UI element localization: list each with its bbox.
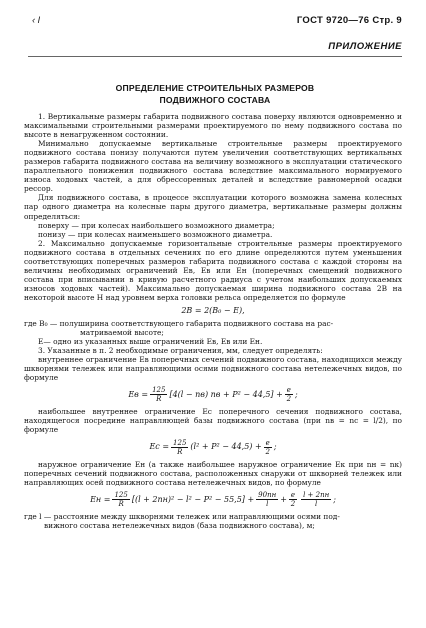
formula-width — [24, 306, 402, 315]
paragraph: наружное ограничение Eн (а также наибольшее наружное ограничение Eк при nн = nк) поперечных сечений подвижного состава, расположенных снаружи от шкворней тележек или направляющих осей подвижного состава нетележечных видов, по формуле — [24, 459, 402, 487]
list-item: понизу — при колесах наименьшего возможного диаметра. — [38, 229, 273, 239]
paragraph: 3. Указанные в п. 2 необходимые ограничения, мм, следует определять: — [38, 346, 323, 356]
definition-line: матриваемой высоте; — [80, 328, 164, 338]
page-header — [32, 15, 402, 31]
document-body — [24, 112, 402, 530]
formula-plus: + — [280, 494, 287, 504]
definition-line: E— одно из указанных выше ограничений Eв, Eв или Eн. — [38, 337, 263, 347]
formula-lhs: Eн = — [90, 494, 111, 504]
numerator: 90nн — [258, 490, 277, 499]
paragraph: 2. Максимально допускаемые горизонтальные строительные размеры проектируемого подвижного состава в отдельных сечениях по его длине определяются путем уменьшения соответствующих поперечных размеров габарита подвижного состава с каждой стороны на величины необходимых ограничений Eв, Eв или Eн (поперечных смещений подвижного состава при вписывании в кривую расчетного радиуса с учетом наибольших допускаемых износов ходовых частей). Максимально допускаемая ширина подвижного состава 2B на некоторой высоте H над уровнем верха головки рельса определяется по формуле — [24, 238, 402, 302]
numerator: 125 — [114, 490, 128, 499]
corner-mark: ‹ l — [32, 15, 40, 26]
denominator: 2 — [286, 395, 292, 404]
fraction — [150, 386, 167, 403]
fraction — [301, 491, 331, 508]
denominator: 2 — [265, 447, 270, 456]
definition-line: где l — расстояние между шкворнями тележек или направляющими осями под- — [24, 511, 340, 521]
formula-inner-limit — [24, 386, 402, 403]
numerator: e — [265, 438, 270, 447]
formula-text: 2B = 2(B₀ − E), — [181, 305, 245, 315]
paragraph: Для подвижного состава, в процессе эксплуатации которого возможна замена колесных пар одного диаметра на колесные пары другого диаметра, вертикальные размеры должны определяться: — [24, 193, 402, 221]
formula-lhs: Eв = — [128, 390, 149, 400]
paragraph: Минимально допускаемые вертикальные строительные размеры проектируемого подвижного состава понизу получаются путем увеличения соответствующих вертикальных размеров габарита подвижного состава на величину возможного в эксплуатации статического параллельного понижения подвижного состава вследствие максимального нормируемого износа ходовых частей, а для обрессоренных деталей и вследствие равномерной осадки рессор. — [24, 139, 402, 194]
fraction — [289, 491, 297, 508]
paragraph: внутреннее ограничение Eв поперечных сечений подвижного состава, находящихся между шкворнями тележек или направляющими осями подвижного состава нетележечных видов, по формуле — [24, 355, 402, 383]
formula-body: [(l + 2nн)² − l² − P² − 55,5] + — [131, 494, 255, 504]
fraction — [264, 439, 272, 456]
denominator: R — [177, 447, 183, 456]
fraction — [285, 386, 293, 403]
formula-lhs: Ec = — [149, 442, 170, 452]
denominator: l — [315, 499, 318, 508]
definition-line: где B₀ — полуширина соответствующего габарита подвижного состава на рас- — [24, 319, 334, 329]
section-title — [28, 82, 402, 106]
paragraph: наибольшее внутреннее ограничение Ec поперечного сечения подвижного состава, находящегося посредине направляющей базы подвижного состава (при nв = nс = l/2), по формуле — [24, 407, 402, 435]
denominator: l — [266, 499, 269, 508]
numerator: 125 — [152, 386, 166, 395]
definition-line: вижного состава нетележечных видов (база подвижного состава), м; — [44, 520, 315, 530]
fraction — [256, 491, 278, 508]
numerator: e — [290, 490, 296, 499]
formula-center-limit — [24, 439, 402, 456]
formula-end: ; — [333, 494, 336, 504]
header-divider — [28, 56, 402, 57]
paragraph: 1. Вертикальные размеры габарита подвижного состава поверху являются одновременно и максимальными строительными размерами проектируемого по нему подвижного состава по высоте в ненагруженном состоянии. — [24, 112, 402, 140]
numerator: 125 — [173, 438, 187, 447]
denominator: R — [156, 395, 162, 404]
formula-body: [4(l − nв) nв + P² − 44,5] + — [169, 390, 283, 400]
fraction — [112, 491, 129, 508]
appendix-label: ПРИЛОЖЕНИЕ — [328, 41, 402, 52]
standard-code: ГОСТ 9720—76 Стр. 9 — [296, 15, 402, 26]
formula-body: (l² + P² − 44,5) + — [190, 442, 262, 452]
formula-outer-limit — [24, 491, 402, 508]
list-item: поверху — при колесах наибольшего возможного диаметра; — [38, 220, 275, 230]
denominator: 2 — [290, 499, 296, 508]
fraction — [171, 439, 188, 456]
formula-end: ; — [273, 442, 277, 452]
title-line-1: ОПРЕДЕЛЕНИЕ СТРОИТЕЛЬНЫХ РАЗМЕРОВ — [115, 83, 315, 93]
title-line-2: ПОДВИЖНОГО СОСТАВА — [159, 95, 271, 105]
formula-end: ; — [294, 390, 298, 400]
numerator: e — [286, 386, 291, 395]
numerator: l + 2nн — [303, 490, 330, 499]
denominator: R — [118, 499, 124, 508]
